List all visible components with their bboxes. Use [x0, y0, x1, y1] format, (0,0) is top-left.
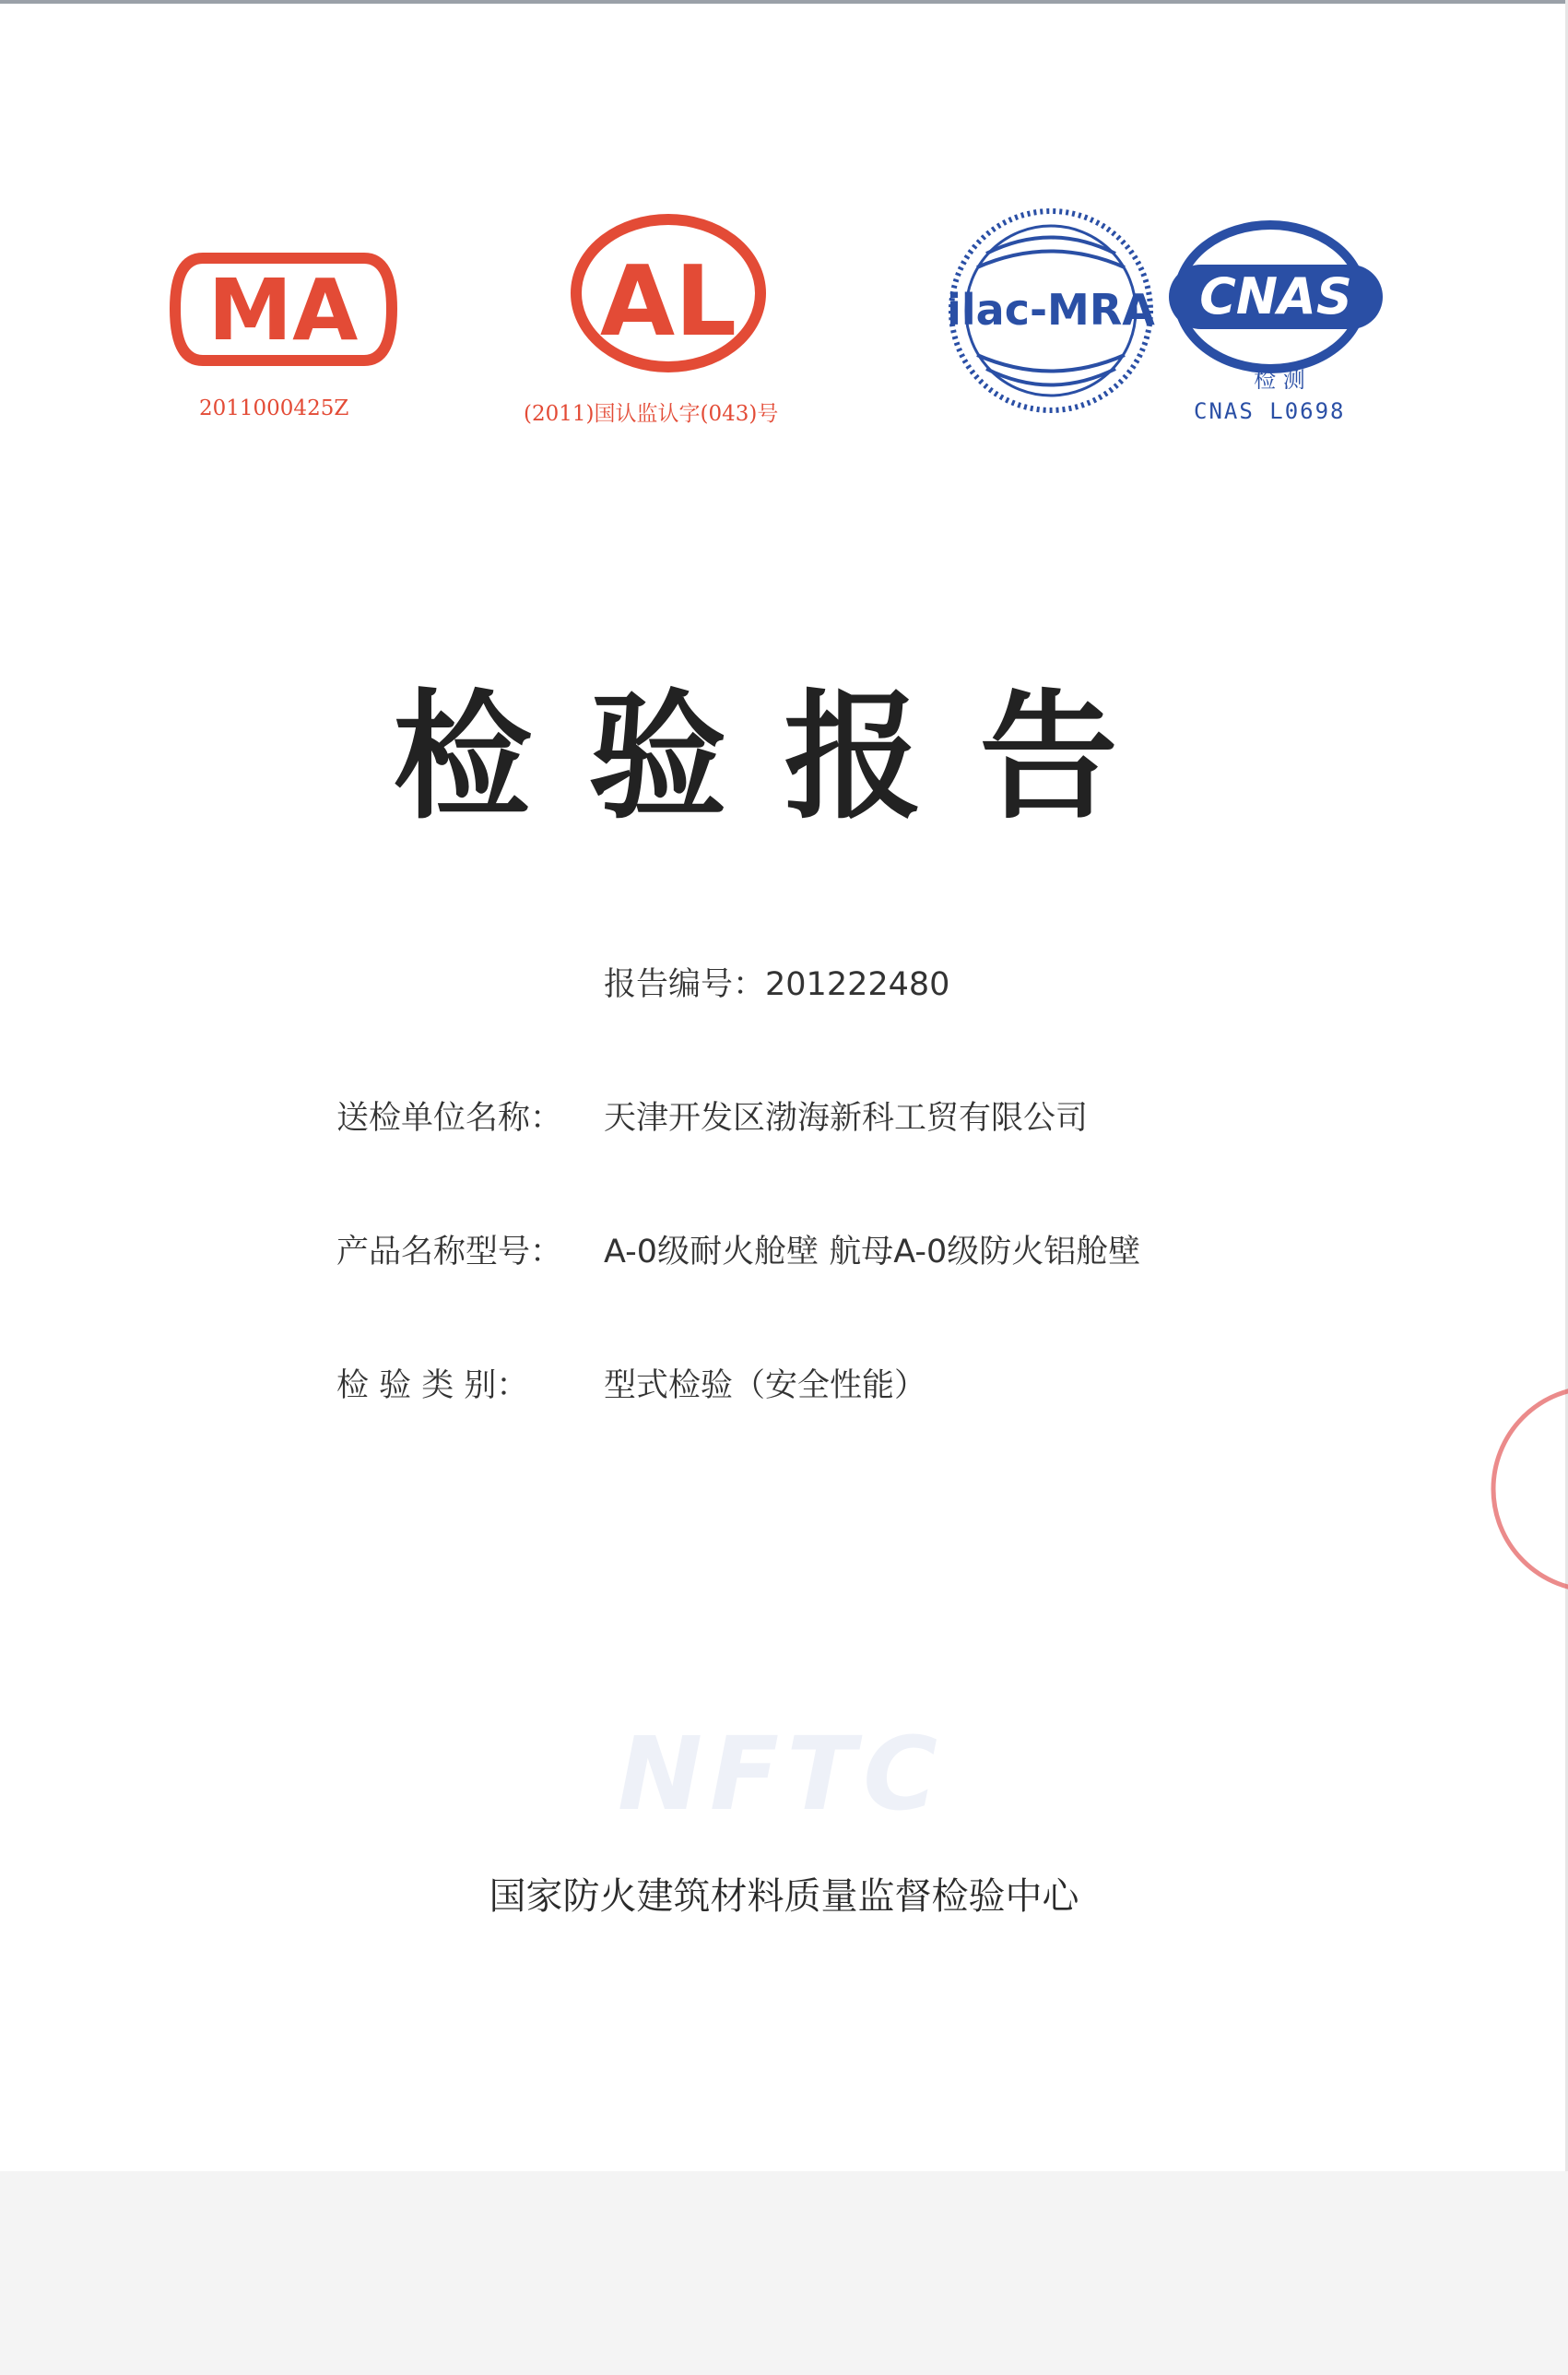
field-label: 送检单位名称： [336, 1100, 563, 1137]
cal-logo-text: AL [599, 245, 737, 358]
field-label: 检 验 类 别： [336, 1367, 529, 1404]
red-seal-stamp [1484, 1374, 1568, 1604]
report-number-label: 报告编号： [604, 966, 766, 1003]
field-row-product [336, 1226, 1140, 1272]
nftc-watermark: NFTC [618, 1715, 945, 1833]
cnas-logo-subtext: 检 测 [1254, 367, 1305, 389]
field-row-test-type [336, 1360, 926, 1406]
scan-bottom-shadow [0, 2171, 1568, 2375]
cnas-code: CNAS L0698 [1194, 398, 1346, 424]
cal-cert-no: (2011)国认监认字(043)号 [524, 402, 779, 426]
cma-logo-text: MA [207, 261, 359, 360]
field-value: 型式检验（安全性能） [604, 1367, 927, 1404]
report-number-value: 201222480 [765, 966, 950, 1003]
ilac-mra-logo-text: ilac-MRA [947, 285, 1155, 335]
ilac-mra-logo [945, 203, 1157, 419]
field-value: 天津开发区渤海新科工贸有限公司 [604, 1100, 1089, 1137]
report-number [604, 959, 949, 1005]
cnas-logo-text: CNAS [1199, 267, 1352, 325]
field-label: 产品名称型号： [336, 1234, 563, 1270]
issuing-organization: 国家防火建筑材料质量监督检验中心 [489, 1875, 1079, 1918]
cma-logo [166, 247, 401, 372]
document-title: 检验报告 [393, 678, 1175, 838]
field-value: A-0级耐火舱壁 航母A-0级防火铝舱壁 [604, 1234, 1141, 1270]
cal-logo [567, 210, 770, 376]
cma-cert-no: 2011000425Z [199, 396, 349, 420]
field-row-submitter [336, 1093, 1088, 1139]
cnas-logo [1169, 214, 1390, 389]
scan-edge-top [0, 0, 1568, 4]
